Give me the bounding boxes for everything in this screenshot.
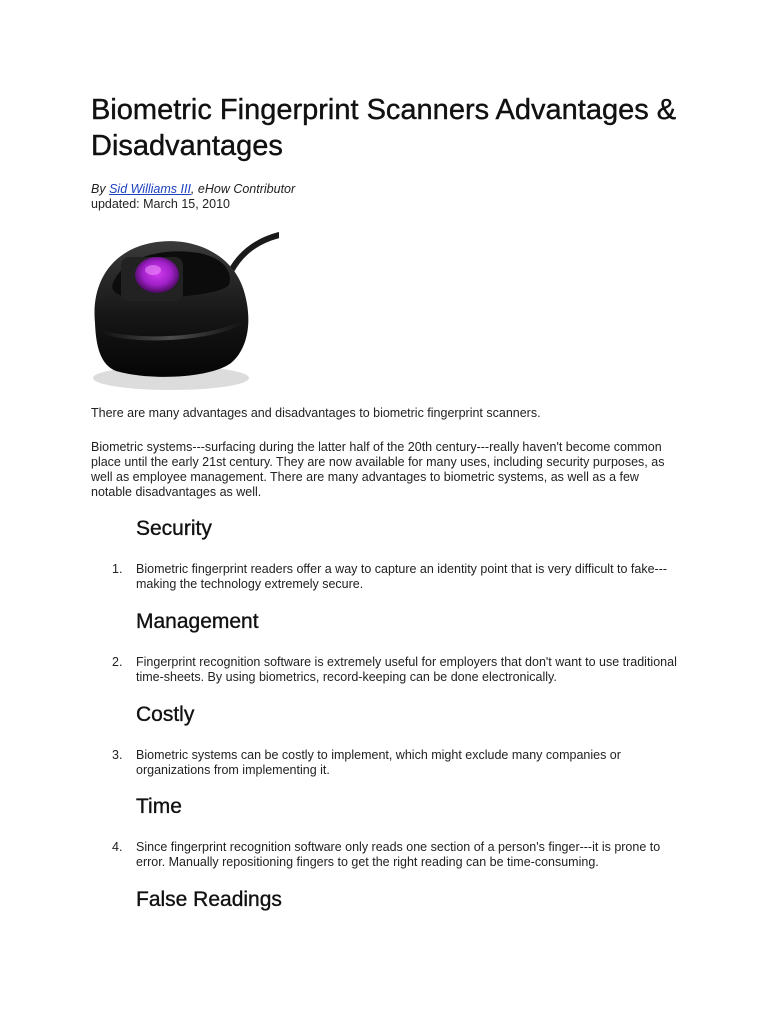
heading-false-readings: False Readings [136, 888, 282, 911]
heading-management: Management [136, 610, 259, 633]
intro-paragraph: There are many advantages and disadvantages to biometric fingerprint scanners. [91, 406, 541, 420]
heading-costly: Costly [136, 703, 195, 726]
list-number: 1. [112, 562, 123, 576]
page-title: Biometric Fingerprint Scanners Advantages & Disadvantages [91, 94, 677, 162]
heading-time: Time [136, 795, 182, 818]
list-number: 2. [112, 655, 123, 669]
body-paragraph: Biometric systems---surfacing during the latter half of the 20th century---really haven't become common place until the early 21st century. They are now available for many uses, including security purposes, as well as employee management. There are many advantages to biometric systems, as well as a few notable disadvantages as well. [91, 440, 665, 499]
fingerprint-scanner-image [91, 213, 279, 395]
byline [91, 182, 295, 212]
byline-separator: , [190, 182, 195, 196]
author-link[interactable]: Sid Williams III [109, 182, 191, 196]
author-role: eHow Contributor [197, 182, 296, 196]
list-text: Fingerprint recognition software is extremely useful for employers that don't want to use traditional time-sheets. By using biometrics, record-keeping can be done electronically. [136, 655, 677, 684]
heading-security: Security [136, 517, 212, 540]
list-text: Biometric systems can be costly to implement, which might exclude many companies or organizations from implementing it. [136, 748, 621, 777]
list-text: Biometric fingerprint readers offer a way to capture an identity point that is very difficult to fake---making the technology extremely secure. [136, 562, 668, 591]
list-number: 4. [112, 840, 123, 854]
byline-prefix: By [91, 182, 106, 196]
list-text: Since fingerprint recognition software only reads one section of a person's finger---it is prone to error. Manually repositioning fingers to get the right reading can be time-consuming. [136, 840, 661, 869]
updated-date: updated: March 15, 2010 [91, 197, 230, 211]
list-number: 3. [112, 748, 123, 762]
